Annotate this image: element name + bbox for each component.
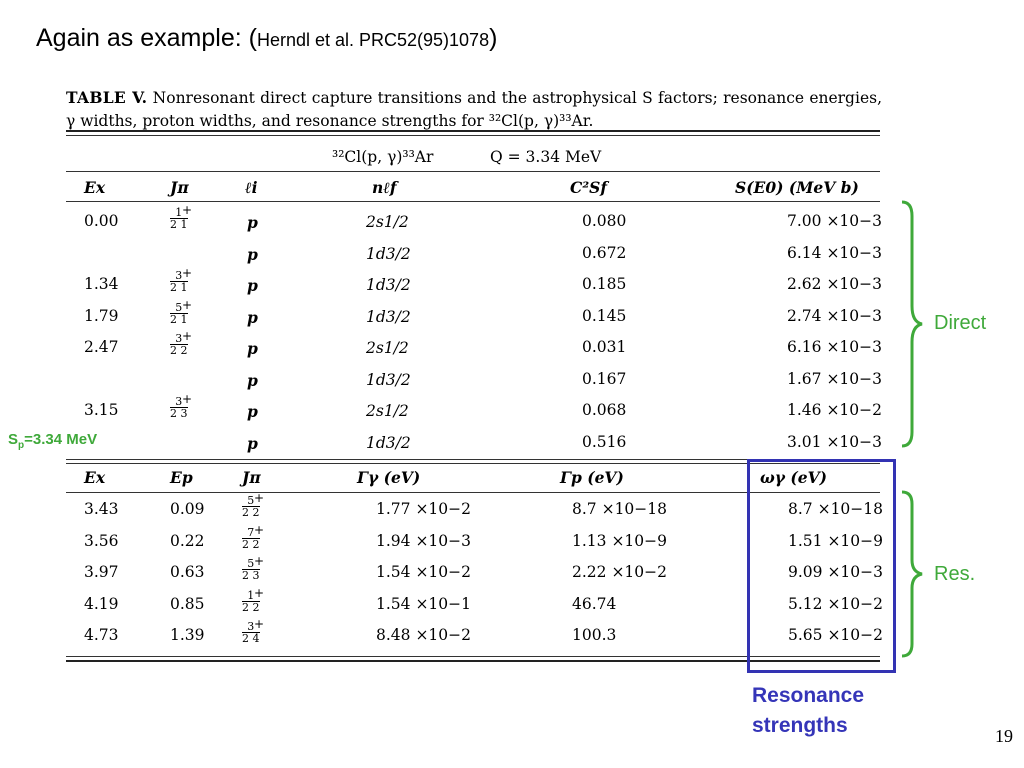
direct-label: Direct [934,312,987,334]
cell-gamma-gamma: 1.94 ×10−3 [376,532,471,550]
cell-c2s: 0.185 [582,275,627,293]
cell-omega-gamma: 5.65 ×10−2 [788,626,883,644]
cell-ep: 0.22 [170,532,205,550]
cell-l: p [247,371,258,390]
cell-ex: 3.43 [84,500,119,518]
column-header: ωγ (eV) [760,468,827,487]
cell-ex: 0.00 [84,212,119,230]
cell-l: p [247,213,258,232]
cell-omega-gamma: 5.12 ×10−2 [788,595,883,613]
parity-sign: + [182,298,193,312]
column-header: S(E0) (MeV b) [735,178,859,197]
column-header: Γp (eV) [560,468,624,487]
cell-c2s: 0.080 [582,212,627,230]
cell-gamma-gamma: 1.54 ×10−2 [376,563,471,581]
cell-gamma-p: 46.74 [572,595,617,613]
table-top-rule [66,130,880,132]
sp-label: $S_p=3.34$ MeV [8,431,98,451]
parity-sign: + [182,203,193,217]
q-value: Q = 3.34 MeV [490,148,602,166]
cell-jpi: $\frac{1}{2 1}$ [170,206,188,231]
cell-nl: 2s1/2 [366,402,409,420]
parity-sign: + [182,266,193,280]
cell-ep: 0.63 [170,563,205,581]
cell-s: 1.46 ×10−2 [787,401,882,419]
cell-s: 3.01 ×10−3 [787,433,882,451]
caption-text: Nonresonant direct capture transitions and the astrophysical S factors; resonance energies, γ widths, proton widths, and resonance strengths for ³²Cl(p, γ)³³Ar. [66,89,882,130]
cell-ex: 3.15 [84,401,119,419]
cell-omega-gamma: 9.09 ×10−3 [788,563,883,581]
cell-gamma-p: 1.13 ×10−9 [572,532,667,550]
cell-c2s: 0.068 [582,401,627,419]
header-rule [66,201,880,202]
cell-gamma-gamma: 1.54 ×10−1 [376,595,471,613]
table-caption [66,86,882,133]
cell-jpi: $\frac{5}{2 1}$ [170,301,188,326]
cell-nl: 1d3/2 [366,276,411,294]
cell-c2s: 0.167 [582,370,627,388]
cell-l: p [247,276,258,295]
cell-l: p [247,245,258,264]
citation: Herndl et al. PRC52(95)1078 [256,30,490,50]
cell-ex: 4.19 [84,595,119,613]
cell-nl: 2s1/2 [366,213,409,231]
cell-s: 6.14 ×10−3 [787,244,882,262]
cell-nl: 2s1/2 [366,339,409,357]
cell-omega-gamma: 1.51 ×10−9 [788,532,883,550]
cell-ex: 3.97 [84,563,119,581]
cell-gamma-p: 100.3 [572,626,617,644]
parity-sign: + [182,329,193,343]
column-header: Ex [84,178,106,197]
cell-jpi: $\frac{5}{2 3}$ [242,557,260,582]
cell-s: 1.67 ×10−3 [787,370,882,388]
cell-ep: 1.39 [170,626,205,644]
cell-gamma-p: 8.7 ×10−18 [572,500,667,518]
column-header: nℓf [372,178,397,197]
cell-gamma-gamma: 8.48 ×10−2 [376,626,471,644]
cell-gamma-p: 2.22 ×10−2 [572,563,667,581]
cell-ex: 3.56 [84,532,119,550]
cell-ex: 1.34 [84,275,119,293]
res-brace-icon [898,490,928,660]
cell-c2s: 0.145 [582,307,627,325]
table-top-rule-2 [66,135,880,136]
cell-ex: 1.79 [84,307,119,325]
parity-sign: + [254,491,265,505]
resonance-strengths-label: Resonance strengths [752,684,865,737]
cell-nl: 1d3/2 [366,308,411,326]
column-header: ℓi [245,178,258,197]
cell-ep: 0.85 [170,595,205,613]
parity-sign: + [254,554,265,568]
cell-l: p [247,402,258,421]
cell-l: p [247,339,258,358]
cell-s: 2.74 ×10−3 [787,307,882,325]
cell-l: p [247,308,258,327]
cell-s: 7.00 ×10−3 [787,212,882,230]
cell-nl: 1d3/2 [366,434,411,452]
cell-ep: 0.09 [170,500,205,518]
column-header: Jπ [242,468,261,487]
cell-nl: 1d3/2 [366,371,411,389]
parity-sign: + [182,392,193,406]
cell-c2s: 0.516 [582,433,627,451]
page-number: 19 [995,726,1013,746]
res-label: Res. [934,563,976,585]
cell-ex: 4.73 [84,626,119,644]
table-label: TABLE V. [66,88,148,107]
column-header: Ep [170,468,193,487]
cell-s: 2.62 ×10−3 [787,275,882,293]
direct-brace-icon [898,200,928,450]
reaction-rule [66,171,880,172]
slide-title: Again as example: (Herndl et al. PRC52(95)1078) [36,24,498,52]
cell-jpi: $\frac{5}{2 2}$ [242,494,260,519]
cell-ex: 2.47 [84,338,119,356]
parity-sign: + [254,523,265,537]
cell-s: 6.16 ×10−3 [787,338,882,356]
column-header: C²Sf [570,178,607,197]
resonance-strength-box [747,459,896,673]
cell-jpi: $\frac{3}{2 3}$ [170,395,188,420]
parity-sign: + [254,586,265,600]
cell-jpi: $\frac{3}{2 4}$ [242,620,260,645]
cell-jpi: $\frac{3}{2 1}$ [170,269,188,294]
column-header: Γγ (eV) [357,468,421,487]
cell-c2s: 0.672 [582,244,627,262]
cell-jpi: $\frac{3}{2 2}$ [170,332,188,357]
cell-nl: 1d3/2 [366,245,411,263]
column-header: Ex [84,468,106,487]
cell-jpi: $\frac{1}{2 2}$ [242,589,260,614]
cell-omega-gamma: 8.7 ×10−18 [788,500,883,518]
cell-jpi: $\frac{7}{2 2}$ [242,526,260,551]
parity-sign: + [254,617,265,631]
cell-gamma-gamma: 1.77 ×10−2 [376,500,471,518]
column-header: Jπ [170,178,189,197]
cell-l: p [247,434,258,453]
reaction-label: ³²Cl(p, γ)³³Ar [332,148,434,166]
cell-c2s: 0.031 [582,338,627,356]
